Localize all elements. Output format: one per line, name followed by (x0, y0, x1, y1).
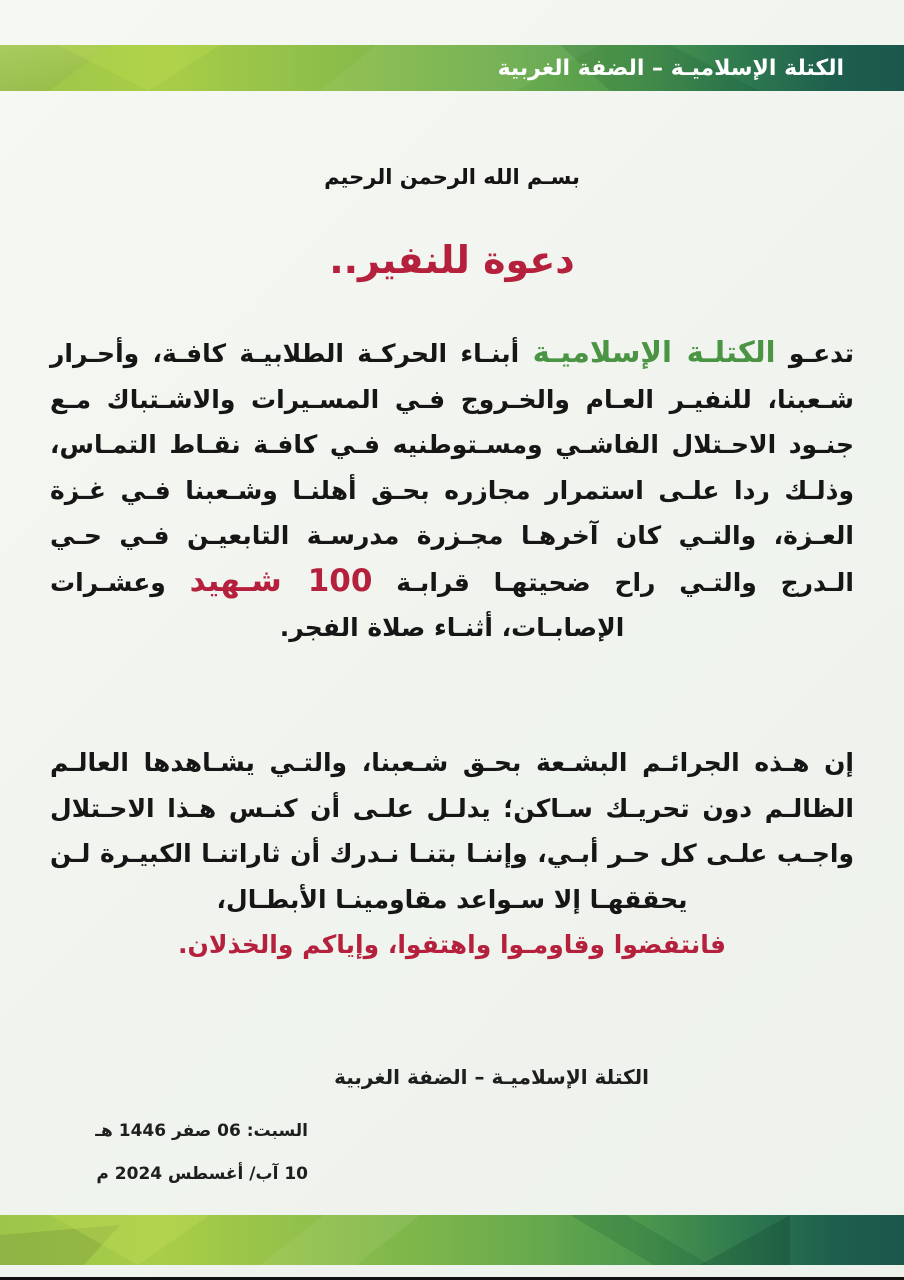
org-name-highlight: الكتلـة الإسلاميـة (532, 335, 776, 369)
paragraph-1-part2: أبنـاء الحركـة الطلابيـة كافـة، وأحـرار شـعبنا، للنفيـر العـام والخـروج فـي المسـيرات والاشـتباك مـع جنـود الاحـتلال الفاشـي ومسـتوطنيه فـي كافـة نقـاط التمـاس، وذلـك ردا علـى استمرار مجازره بحـق أهلنـا وشـعبنا فـي غـزة العـزة، والتـي كان آخرهـا مجـزرة مدرسـة التابعيـن فـي حـي الـدرج والتـي راح ضحيتهـا قرابـة (50, 339, 854, 597)
band-title: الكتلة الإسلاميـة – الضفة الغربية (497, 55, 844, 81)
band-facet (700, 1215, 790, 1265)
martyr-count-highlight: 100 شـهيد (189, 562, 373, 599)
call-to-action: فانتفضوا وقاومـوا واهتفوا، وإياكم والخذلان. (178, 930, 726, 959)
paragraph-2 (50, 740, 854, 968)
header-band (0, 45, 904, 91)
headline: دعوة للنفير.. (329, 238, 575, 282)
band-facet (260, 1215, 420, 1265)
paragraph-1 (50, 330, 854, 651)
footer-band (0, 1215, 904, 1265)
paragraph-1-part3: وعشـرات الإصابـات، أثنـاء صلاة الفجر. (50, 567, 625, 642)
date-hijri: السبت: 06 صفر 1446 هـ (95, 1121, 308, 1141)
paragraph-2-text: إن هـذه الجرائـم البشـعة بحـق شـعبنا، والتـي يشـاهدها العالـم الظالـم دون تحريـك سـاكن؛ يدلـل علـى أن كنـس هـذا الاحـتلال واجـب علـى كل حـر أبـي، وإننـا بتنـا نـدرك أن ثاراتنـا الكبيـرة لـن يحققهـا إلا سـواعد مقاومينـا الأبطـال، (50, 748, 854, 914)
paragraph-1-part1: تدعـو (775, 339, 855, 368)
band-facet (570, 1215, 710, 1265)
date-gregorian: 10 آب/ أغسطس 2024 م (96, 1164, 308, 1184)
basmala: بسـم الله الرحمن الرحيم (324, 165, 580, 189)
signature: الكتلة الإسلاميـة – الضفة الغربية (334, 1065, 649, 1089)
